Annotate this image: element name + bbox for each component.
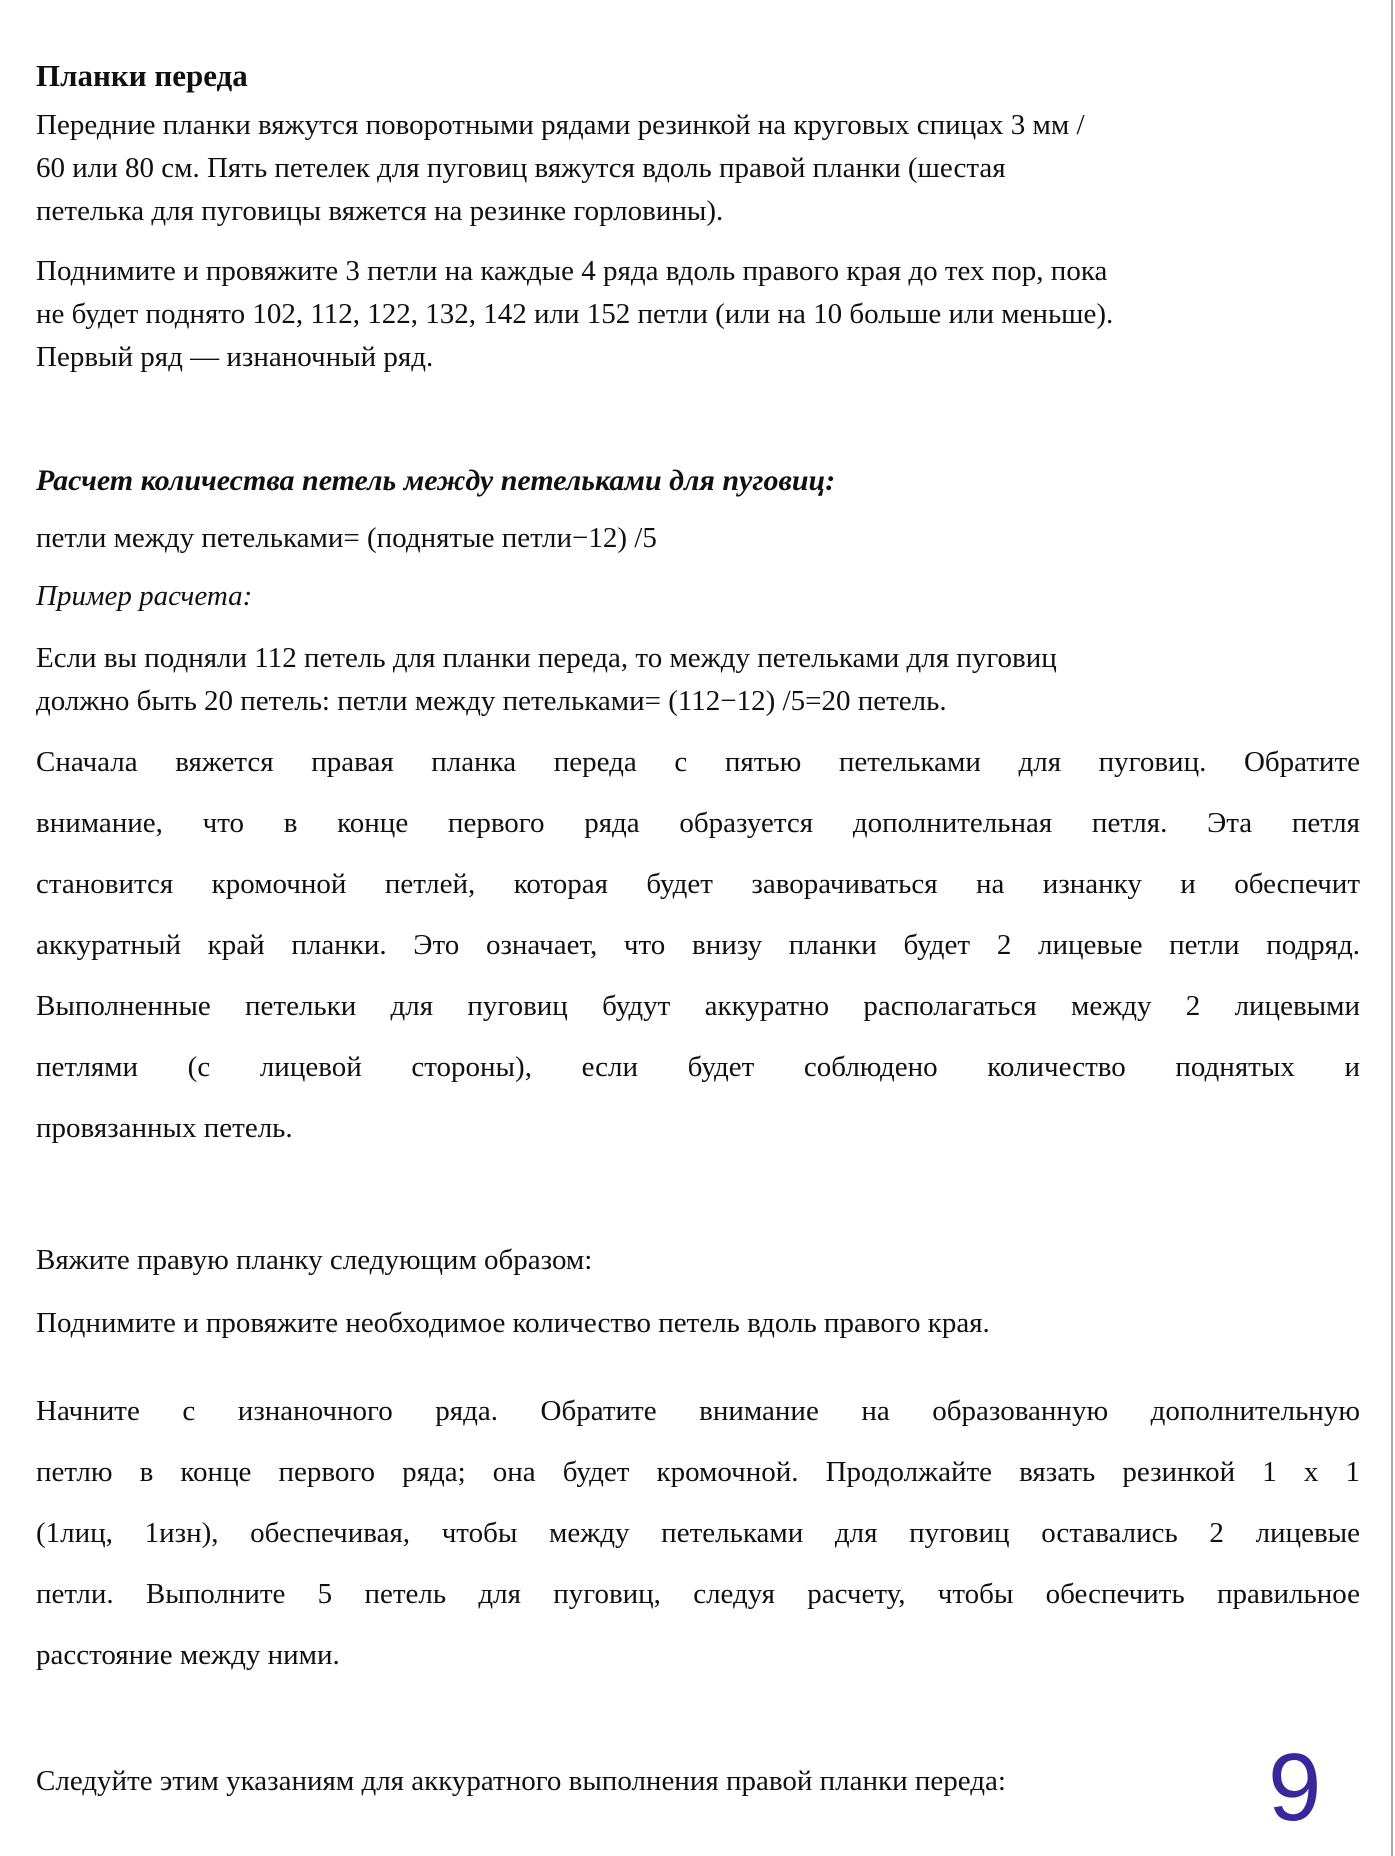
- page-number: 9: [1268, 1734, 1322, 1841]
- intro-paragraph: Передние планки вяжутся поворотными рядами резинкой на круговых спицах 3 мм / 60 или 80 см. Пять петелек для пуговиц вяжутся вдоль правой планки (шестая петелька для пуговицы вяжется на резинке горловины).: [36, 109, 1085, 227]
- formula-line: петли между петельками= (поднятые петли−12) /5: [36, 522, 657, 554]
- example-label: Пример расчета:: [36, 580, 253, 612]
- page-title: Планки переда: [36, 58, 248, 93]
- pickup-paragraph: Поднимите и провяжите 3 петли на каждые 4 ряда вдоль правого края до тех пор, пока не будет поднято 102, 112, 122, 132, 142 или 152 петли (или на 10 больше или меньше). Первый ряд — изнаночный ряд.: [36, 255, 1114, 373]
- calculation-heading: Расчет количества петель между петельками для пуговиц:: [36, 464, 836, 497]
- page-edge-line: [1391, 0, 1393, 1856]
- pickup-instruction-line: Поднимите и провяжите необходимое количество петель вдоль правого края.: [36, 1307, 990, 1339]
- closing-line: Следуйте этим указаниям для аккуратного выполнения правой планки переда:: [36, 1765, 1006, 1797]
- example-paragraph: Если вы подняли 112 петель для планки переда, то между петельками для пуговиц должно быть 20 петель: петли между петельками= (112−12) /5=20 петель.: [36, 642, 1057, 717]
- document-page: [36, 0, 1360, 1803]
- knit-instruction-line: Вяжите правую планку следующим образом:: [36, 1244, 593, 1276]
- right-band-paragraph: Сначала вяжется правая планка переда с пятью петельками для пуговиц. Обратите внимание, что в конце первого ряда образуется дополнительная петля. Эта петля становится кромочной петлей, которая будет заворачиваться на изнанку и обеспечит аккуратный край планки. Это означает, что внизу планки будет 2 лицевые петли подряд. Выполненные петельки для пуговиц будут аккуратно располагаться между 2 лицевыми петлями (с лицевой стороны), если будет соблюдено количество поднятых и провязанных петель.: [36, 746, 1360, 1144]
- ribbing-paragraph: Начните с изнаночного ряда. Обратите внимание на образованную дополнительную петлю в конце первого ряда; она будет кромочной. Продолжайте вязать резинкой 1 х 1 (1лиц, 1изн), обеспечивая, чтобы между петельками для пуговиц оставались 2 лицевые петли. Выполните 5 петель для пуговиц, следуя расчету, чтобы обеспечить правильное расстояние между ними.: [36, 1395, 1360, 1671]
